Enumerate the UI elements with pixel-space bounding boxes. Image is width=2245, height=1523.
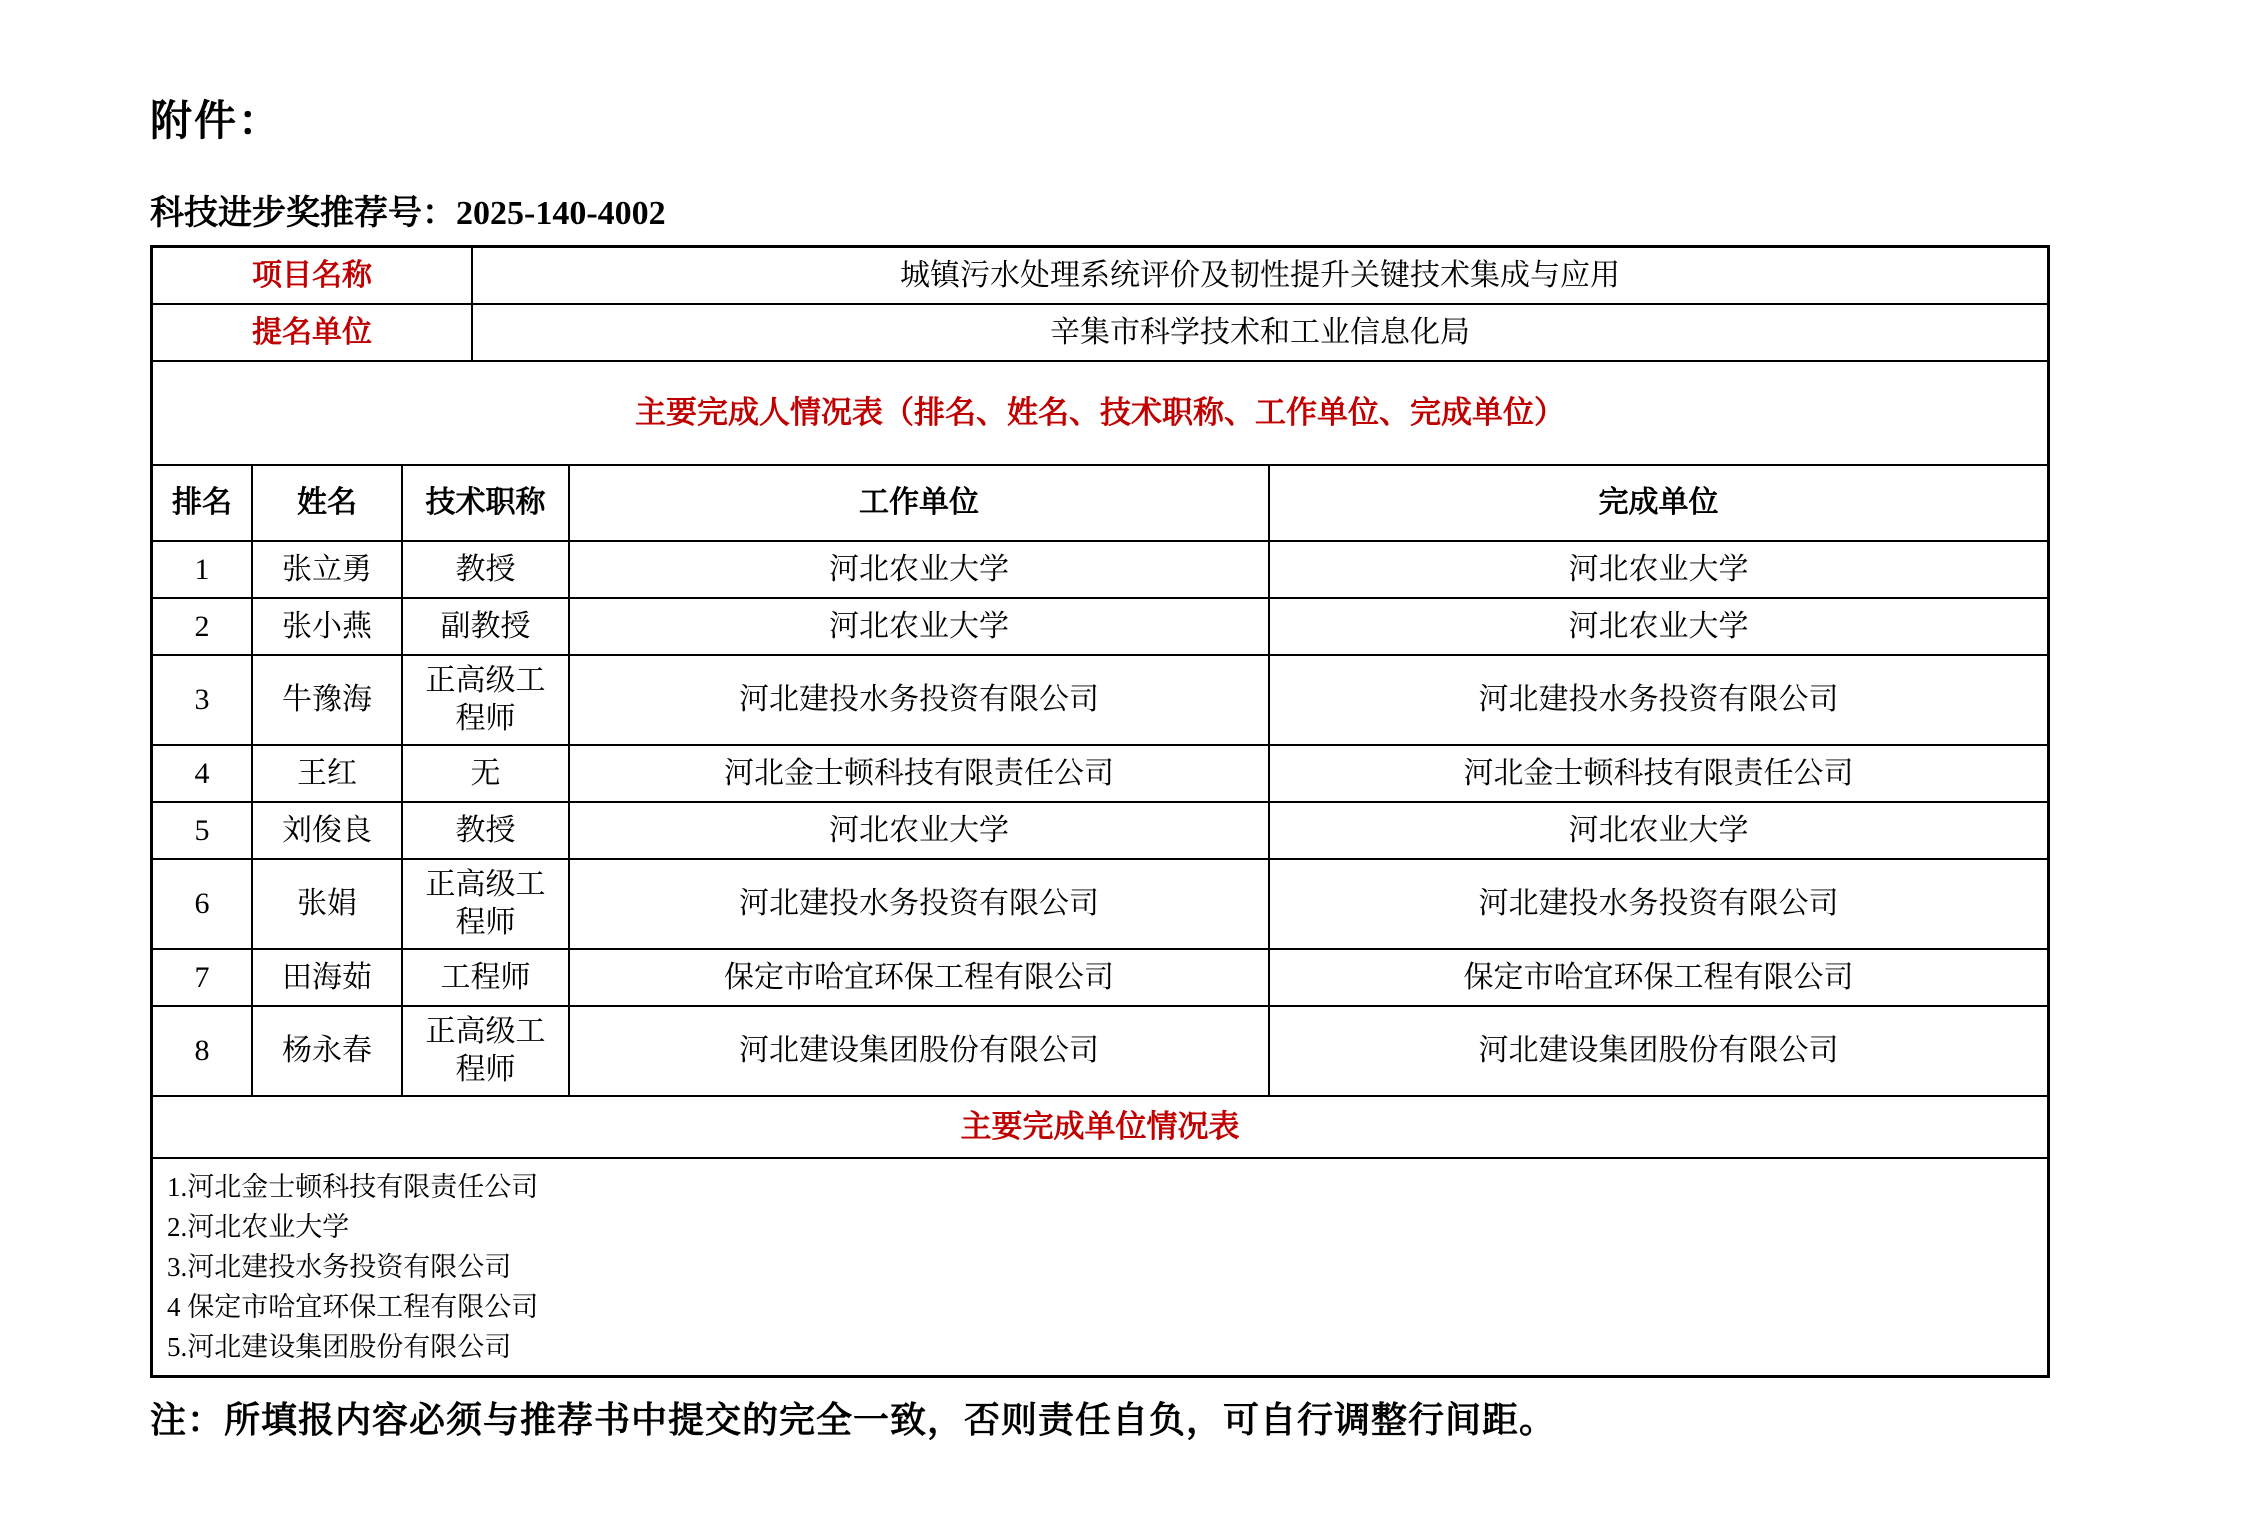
rank-cell: 1 — [153, 542, 253, 597]
name-cell: 张娟 — [253, 860, 403, 948]
title-cell: 教授 — [403, 542, 570, 597]
name-cell: 张小燕 — [253, 599, 403, 654]
completer-row — [153, 1007, 2047, 1097]
units-list — [153, 1159, 2047, 1375]
footnote: 注：所填报内容必须与推荐书中提交的完全一致，否则责任自负，可自行调整行间距。 — [150, 1400, 1557, 1440]
completer-row — [153, 542, 2047, 599]
name-cell: 刘俊良 — [253, 803, 403, 858]
title-cell: 副教授 — [403, 599, 570, 654]
completion-unit-cell: 河北建投水务投资有限公司 — [1478, 683, 1839, 716]
rank-cell: 3 — [153, 656, 253, 744]
units-title-row — [153, 1097, 2047, 1159]
title-cell: 无 — [403, 746, 570, 801]
rank-cell: 8 — [153, 1007, 253, 1095]
recommendation-number: 2025-140-4002 — [456, 195, 666, 232]
title-cell: 工程师 — [403, 950, 570, 1005]
units-title: 主要完成单位情况表 — [960, 1109, 1240, 1144]
work-unit-cell: 河北建投水务投资有限公司 — [570, 860, 1270, 948]
name-cell: 张立勇 — [253, 542, 403, 597]
work-unit-cell: 河北农业大学 — [570, 803, 1270, 858]
unit-item: 1.河北金士顿科技有限责任公司 — [167, 1172, 539, 1202]
unit-item: 4 保定市哈宜环保工程有限公司 — [167, 1292, 539, 1322]
completion-unit-cell: 河北农业大学 — [1568, 552, 1749, 586]
recommendation-number-line — [150, 185, 666, 234]
completion-unit-cell: 保定市哈宜环保工程有限公司 — [1463, 960, 1854, 994]
units-list-row — [153, 1159, 2047, 1375]
nominating-unit-label: 提名单位 — [153, 305, 473, 360]
name-cell: 牛豫海 — [253, 656, 403, 744]
column-header: 完成单位 — [1598, 486, 1719, 519]
rank-cell: 2 — [153, 599, 253, 654]
title-cell: 教授 — [403, 803, 570, 858]
unit-item: 5.河北建设集团股份有限公司 — [167, 1332, 512, 1362]
work-unit-cell: 河北建设集团股份有限公司 — [570, 1007, 1270, 1095]
rank-cell: 7 — [153, 950, 253, 1005]
column-header: 技术职称 — [403, 466, 570, 540]
column-header: 排名 — [153, 466, 253, 540]
completer-row — [153, 950, 2047, 1007]
project-name-value: 城镇污水处理系统评价及韧性提升关键技术集成与应用 — [900, 258, 1620, 292]
work-unit-cell: 河北建投水务投资有限公司 — [570, 656, 1270, 744]
nominating-unit-row — [153, 305, 2047, 362]
completion-unit-cell: 河北建设集团股份有限公司 — [1478, 1034, 1839, 1067]
title-cell: 正高级工程师 — [403, 860, 570, 948]
completion-unit-cell: 河北金士顿科技有限责任公司 — [1463, 756, 1854, 790]
work-unit-cell: 河北农业大学 — [570, 599, 1270, 654]
name-cell: 杨永春 — [253, 1007, 403, 1095]
column-header: 工作单位 — [570, 466, 1270, 540]
rank-cell: 4 — [153, 746, 253, 801]
completer-row — [153, 860, 2047, 950]
recommendation-label: 科技进步奖推荐号： — [150, 195, 456, 232]
project-name-row — [153, 248, 2047, 305]
attachment-heading: 附件： — [150, 99, 283, 145]
completers-header-row — [153, 466, 2047, 542]
work-unit-cell: 保定市哈宜环保工程有限公司 — [570, 950, 1270, 1005]
completer-row — [153, 746, 2047, 803]
unit-item: 3.河北建投水务投资有限公司 — [167, 1252, 512, 1282]
completers-title-row — [153, 362, 2047, 466]
title-cell: 正高级工程师 — [403, 1007, 570, 1095]
project-name-label: 项目名称 — [153, 248, 473, 303]
award-info-table — [150, 245, 2050, 1378]
completion-unit-cell: 河北农业大学 — [1568, 609, 1749, 643]
name-cell: 王红 — [253, 746, 403, 801]
name-cell: 田海茹 — [253, 950, 403, 1005]
title-cell: 正高级工程师 — [403, 656, 570, 744]
nominating-unit-value: 辛集市科学技术和工业信息化局 — [1050, 315, 1470, 349]
work-unit-cell: 河北金士顿科技有限责任公司 — [570, 746, 1270, 801]
column-header: 姓名 — [253, 466, 403, 540]
completers-title: 主要完成人情况表（排名、姓名、技术职称、工作单位、完成单位） — [635, 395, 1565, 430]
work-unit-cell: 河北农业大学 — [570, 542, 1270, 597]
rank-cell: 6 — [153, 860, 253, 948]
rank-cell: 5 — [153, 803, 253, 858]
completer-row — [153, 803, 2047, 860]
completion-unit-cell: 河北农业大学 — [1568, 813, 1749, 847]
unit-item: 2.河北农业大学 — [167, 1212, 350, 1242]
completion-unit-cell: 河北建投水务投资有限公司 — [1478, 887, 1839, 920]
completer-row — [153, 656, 2047, 746]
completer-row — [153, 599, 2047, 656]
